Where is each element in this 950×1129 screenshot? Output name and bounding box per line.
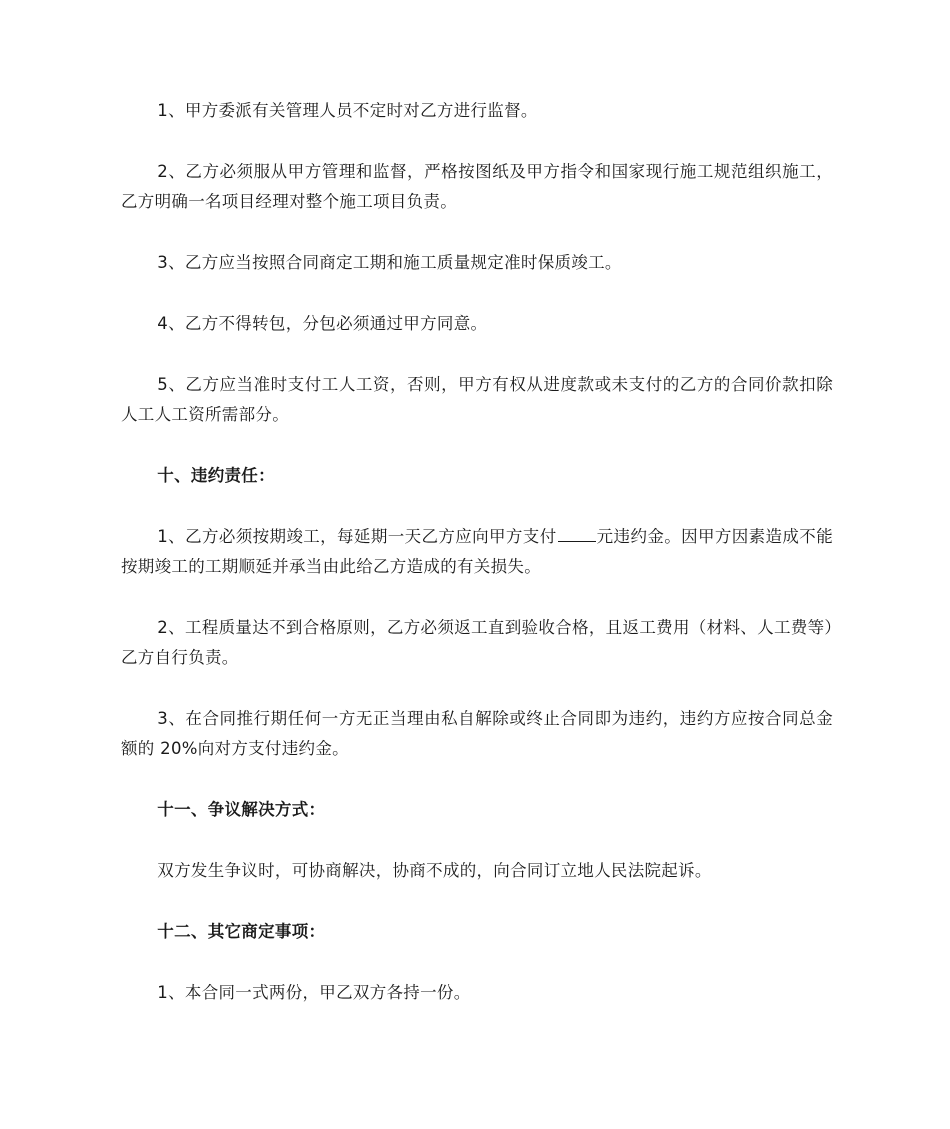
clause-delay-penalty — [121, 522, 833, 582]
section-heading-breach: 十、违约责任： — [157, 466, 275, 485]
clause-termination: 3、在合同推行期任何一方无正当理由私自解除或终止合同即为违约，违约方应按合同总金额的 20%向对方支付违约金。 — [121, 709, 833, 758]
clause-delay-text-after: 元违约金。因甲方因素造成不能按期竣工的工期顺延并承当由此给乙方造成的有关损失。 — [121, 527, 833, 576]
section-heading-dispute: 十一、争议解决方式： — [157, 800, 326, 819]
section-heading-other: 十二、其它商定事项： — [157, 922, 326, 941]
clause-quality: 2、工程质量达不到合格原则，乙方必须返工直到验收合格，且返工费用（材料、人工费等）乙方自行负责。 — [121, 618, 833, 667]
clause-supervision: 1、甲方委派有关管理人员不定时对乙方进行监督。 — [157, 101, 538, 120]
clause-subcontract: 4、乙方不得转包，分包必须通过甲方同意。 — [157, 314, 488, 333]
clause-wages: 5、乙方应当准时支付工人工资，否则，甲方有权从进度款或未支付的乙方的合同价款扣除人工人工资所需部分。 — [121, 375, 833, 424]
amount-blank — [558, 525, 596, 542]
clause-copies: 1、本合同一式两份，甲乙双方各持一份。 — [157, 983, 471, 1002]
clause-schedule: 3、乙方应当按照合同商定工期和施工质量规定准时保质竣工。 — [157, 253, 622, 272]
document-page — [121, 96, 833, 1039]
clause-delay-text-before: 1、乙方必须按期竣工，每延期一天乙方应向甲方支付 — [157, 527, 557, 546]
clause-dispute: 双方发生争议时，可协商解决，协商不成的，向合同订立地人民法院起诉。 — [157, 861, 712, 880]
clause-management: 2、乙方必须服从甲方管理和监督，严格按图纸及甲方指令和国家现行施工规范组织施工，乙方明确一名项目经理对整个施工项目负责。 — [121, 162, 833, 211]
